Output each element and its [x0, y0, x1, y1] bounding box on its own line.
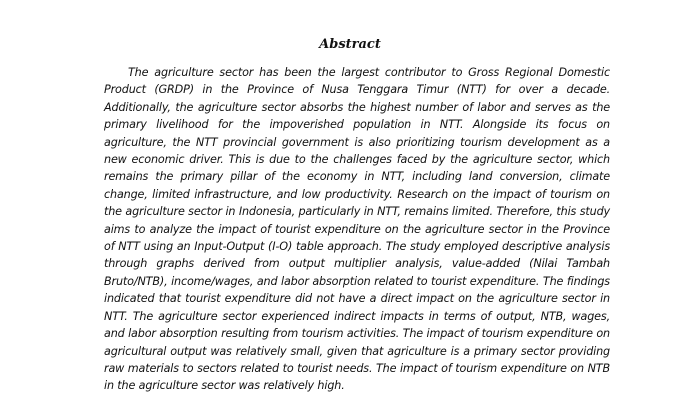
abstract-paragraph: The agriculture sector has been the largest contributor to Gross Regional Domestic Product (GRDP) in the Province of Nusa Tenggara Timur (NTT) for over a decade. Additionally, the agriculture sector absorbs the highest number of labor and serves as the primary livelihood for the impoverished population in NTT. Alongside its focus on agriculture, the NTT provincial government is also prioritizing tourism development as a new economic driver. This is due to the challenges faced by the agriculture sector, which remains the primary pillar of the economy in NTT, including land conversion, climate change, limited infrastructure, and low productivity. Research on the impact of tourism on the agriculture sector in Indonesia, particularly in NTT, remains limited. Therefore, this study aims to analyze the impact of tourist expenditure on the agriculture sector in the Province of NTT using an Input-Output (I-O) table approach. The study employed descriptive analysis through graphs derived from output multiplier analysis, value-added (Nilai Tambah Bruto/NTB), income/wages, and labor absorption related to tourist expenditure. The findings indicated that tourist expenditure did not have a direct impact on the agriculture sector in NTT. The agriculture sector experienced indirect impacts in terms of output, NTB, wages, and labor absorption resulting from tourism activities. The impact of tourism expenditure on agricultural output was relatively small, given that agriculture is a primary sector providing raw materials to sectors related to tourist needs. The impact of tourism expenditure on NTB in the agriculture sector was relatively high.: [104, 66, 610, 393]
abstract-heading: Abstract: [319, 37, 381, 52]
